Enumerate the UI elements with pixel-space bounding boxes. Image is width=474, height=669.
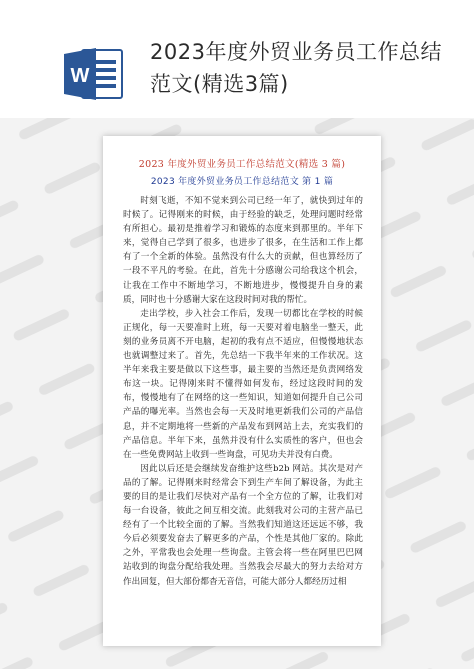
body-paragraph: 时刻飞逝，不知不觉来到公司已经一年了，就快到过年的时候了。记得刚来的时候，由于经验的缺乏，处理问题时经常有所担心。最初是推着学习和锻炼的态度来到那里的。半年下来，觉得自己学到了很多，也进步了很多，在生活和工作上都有了一个全新的体验。虽然没有什么大的贡献，但也算经历了一段不平凡的考验。在此，首先十分感谢公司给我这个机会，让我在工作中不断地学习，不断地进步，慢慢提升自身的素质，同时也十分感谢大家在这段时间对我的帮忙。 [123,196,363,305]
body-paragraph: 因此以后还是会继续发奋维护这些b2b 网站。其次是对产品的了解。记得刚来时经常会下到生产车间了解设备，为此主要的目的是让我们尽快对产品有一个全方位的了解，让我们对每一台设备，彼此之间互相交流。此刻我对公司的主营产品已经有了一个比较全面的了解。当然我们知道这还远远不够，我今后必须要发奋去了解更多的产品，个性是其他厂家的。除此之外，平常我也会处理一些询盘。主管会将一些在阿里巴巴网站收到的询盘分配给我处理。当然我会尽最大的努力去给对方作出回复，但大部份都杳无音信，可能大部分人都经历过相 [123,463,363,587]
word-document-icon [64,46,124,102]
page-header [0,0,474,118]
document-subheading: 2023 年度外贸业务员工作总结范文 第 1 篇 [150,177,334,187]
document-title: 2023年度外贸业务员工作总结范文(精选3篇) [150,40,442,96]
body-paragraph: 走出学校，步入社会工作后，发现一切都比在学校的时候正规化，每一天要准时上班，每一天要对着电脑坐一整天，此刻的业务员离不开电脑，起初的我有点不适应，但慢慢地状态也就调整过来了。首先，先总结一下我半年来的工作状况。这半年来我主要是做以下这些事，最主要的当然还是负责网络发布这一块。记得刚来时不懂得如何发布，经过这段时间的发布，慢慢地有了在网络的这一些知识，知道如何提升自己公司产品的曝光率。当然也会每一天及时地更新我们公司的产品信息，并不定期地将一些新的产品发布到网站上去，充实我们的产品信息。半年下来，虽然并没有什么实质性的客户，但也会在一些免费网站上收到一些询盘，可见功夫并没有白费。 [123,308,363,460]
word-logo-letter: W [70,65,90,87]
document-body [123,194,363,589]
document-page[interactable] [103,136,381,646]
document-heading: 2023 年度外贸业务员工作总结范文(精选 3 篇) [138,159,346,170]
